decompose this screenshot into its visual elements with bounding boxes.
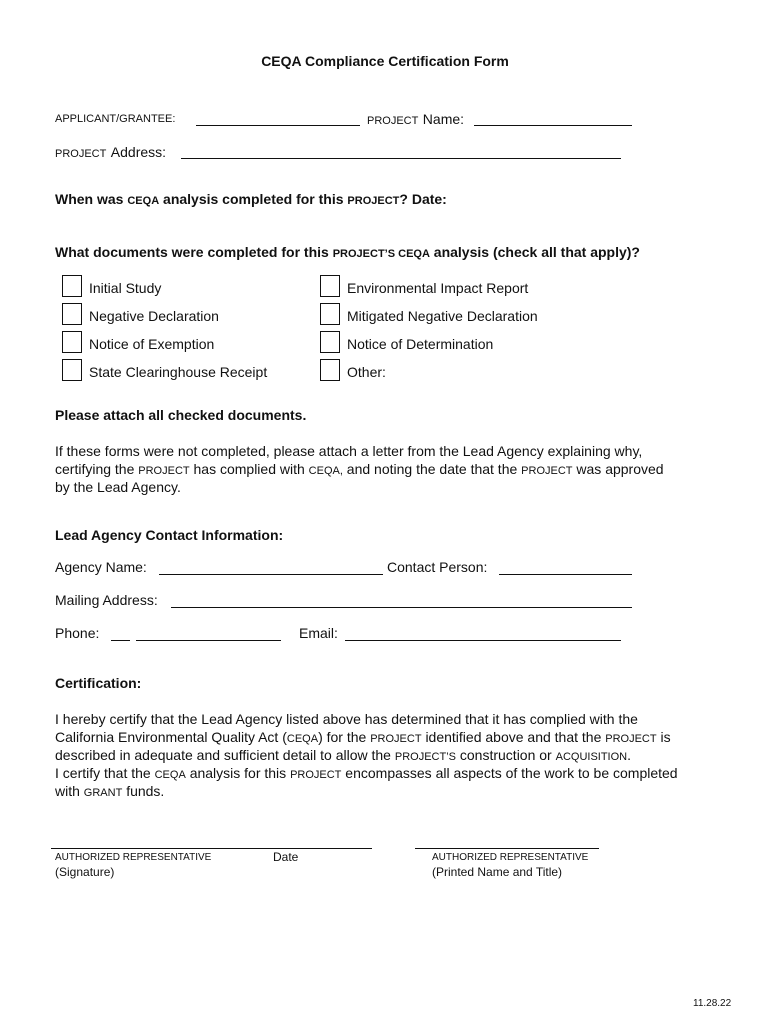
applicant-label: APPLICANT/GRANTEE: [55, 113, 176, 125]
signature-subtitle: (Signature) [55, 865, 115, 879]
phone-area-code-field[interactable] [111, 640, 130, 641]
mailing-address-field[interactable] [171, 607, 632, 608]
email-field[interactable] [345, 640, 621, 641]
checkbox-label: Other: [347, 364, 386, 380]
project-address-field[interactable] [181, 158, 621, 159]
certification-line-3: described in adequate and sufficient detail to allow the PROJECT’S construction or ACQUISITION. [55, 747, 632, 763]
applicant-field[interactable] [196, 125, 360, 126]
documents-question: What documents were completed for this PROJECT’S CEQA analysis (check all that apply)? [55, 244, 640, 260]
mailing-address-label: Mailing Address: [55, 592, 158, 608]
agency-name-field[interactable] [159, 574, 383, 575]
checkbox-initial-study[interactable] [62, 275, 82, 297]
contact-person-field[interactable] [499, 574, 632, 575]
printed-name-line[interactable] [415, 848, 599, 849]
checkbox-negative-declaration[interactable] [62, 303, 82, 325]
explanation-line-2: certifying the PROJECT has complied with CEQA, and noting the date that the PROJECT was approved [55, 461, 664, 477]
printed-name-subtitle: (Printed Name and Title) [432, 865, 563, 879]
email-label: Email: [299, 625, 338, 641]
checkbox-other[interactable] [320, 359, 340, 381]
attach-note: Please attach all checked documents. [55, 407, 307, 423]
certification-line-5: with GRANT funds. [55, 783, 165, 799]
signature-line[interactable] [51, 848, 372, 849]
date-label: Date [273, 850, 299, 864]
certification-line-1: I hereby certify that the Lead Agency listed above has determined that it has complied with the [55, 711, 638, 727]
checkbox-label: Notice of Exemption [89, 336, 215, 352]
checkbox-state-clearinghouse-receipt[interactable] [62, 359, 82, 381]
project-name-field[interactable] [474, 125, 632, 126]
phone-label: Phone: [55, 625, 100, 641]
checkbox-label: Notice of Determination [347, 336, 494, 352]
ceqa-date-question: When was CEQA analysis completed for this PROJECT? Date: [55, 191, 447, 207]
checkbox-label: Initial Study [89, 280, 162, 296]
checkbox-notice-of-determination[interactable] [320, 331, 340, 353]
checkbox-mitigated-negative-declaration[interactable] [320, 303, 340, 325]
contact-person-label: Contact Person: [387, 559, 488, 575]
lead-agency-heading: Lead Agency Contact Information: [55, 527, 284, 543]
form-revision-code: 11.28.22 [693, 998, 732, 1009]
phone-number-field[interactable] [136, 640, 281, 641]
signature-title: AUTHORIZED REPRESENTATIVE [55, 852, 212, 863]
certification-line-4: I certify that the CEQA analysis for this PROJECT encompasses all aspects of the work to be completed [55, 765, 678, 781]
checkbox-label: Mitigated Negative Declaration [347, 308, 538, 324]
explanation-line-1: If these forms were not completed, please attach a letter from the Lead Agency explaining why, [55, 443, 643, 459]
printed-name-title: AUTHORIZED REPRESENTATIVE [432, 852, 589, 863]
certification-heading: Certification: [55, 675, 142, 691]
agency-name-label: Agency Name: [55, 559, 147, 575]
page-title: CEQA Compliance Certification Form [261, 53, 509, 69]
checkbox-notice-of-exemption[interactable] [62, 331, 82, 353]
explanation-line-3: by the Lead Agency. [55, 479, 181, 495]
certification-line-2: California Environmental Quality Act (CEQA) for the PROJECT identified above and that the PROJECT is [55, 729, 671, 745]
project-name-label: PROJECT Name: [367, 111, 465, 127]
project-address-label: PROJECT Address: [55, 144, 167, 160]
checkbox-label: Environmental Impact Report [347, 280, 529, 296]
checkbox-label: Negative Declaration [89, 308, 219, 324]
checkbox-environmental-impact-report[interactable] [320, 275, 340, 297]
checkbox-label: State Clearinghouse Receipt [89, 364, 268, 380]
